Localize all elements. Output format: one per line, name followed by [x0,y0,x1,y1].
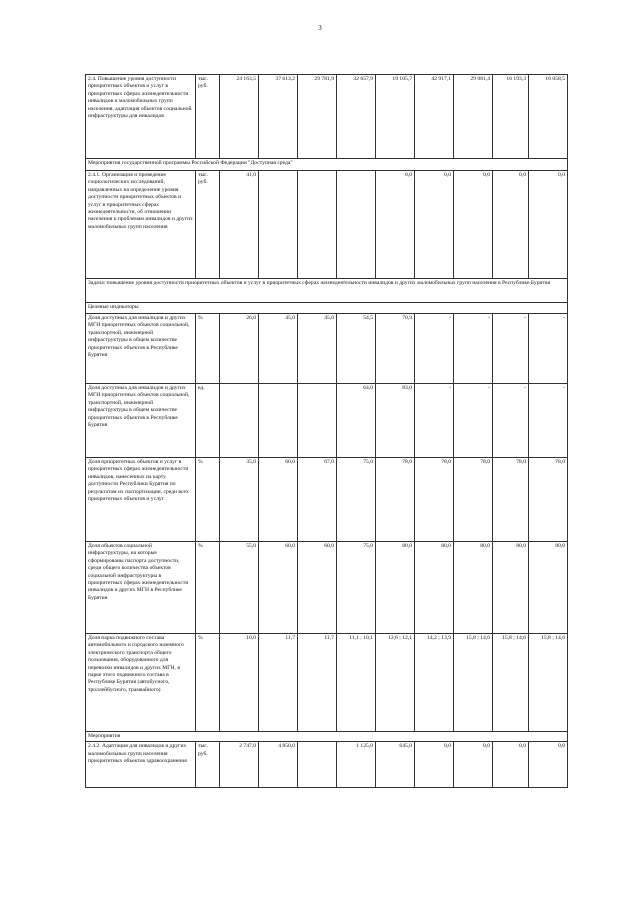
value-cell: 41,0 [220,171,259,279]
value-cell: 11,1 ; 10,1 [337,634,376,732]
value-cell: - [529,384,568,458]
value-cell: - [454,384,493,458]
value-cell [298,384,337,458]
value-cell: 45,0 [298,314,337,384]
value-cell: 15,8 ; 14,6 [529,634,568,732]
table-row [86,314,568,384]
value-cell: 37 613,2 [259,75,298,159]
value-cell: 54,5 [337,314,376,384]
value-cell: 78,0 [415,458,454,542]
value-cell: 19 105,7 [376,75,415,159]
section-row [86,303,568,314]
value-cell: 0,0 [529,742,568,788]
unit-cell: % [196,314,220,384]
unit-cell: % [196,458,220,542]
value-cell: 4 850,0 [259,742,298,788]
value-cell [337,171,376,279]
row-name-cell: 2.4.1. Организация и проведение социологических исследований, направленных на определение уровня доступности приоритетных объектов и услуг в приоритетных сферах жизнедеятельности, об отношении населения к проблемам инвалидов и других маломобильных групп населения [86,171,196,279]
table-row [86,458,568,542]
value-cell: 70,9 [376,314,415,384]
row-name-cell: Доля объектов социальной инфраструктуры, на которые сформированы паспорта доступности, среди общего количества объектов социальной инфраструктуры в приоритетных сферах жизнедеятельности инвалидов и других МГН в Республике Бурятия [86,542,196,634]
value-cell: 11,7 [298,634,337,732]
section-heading: Целевые индикаторы [86,303,568,314]
value-cell: 42 917,1 [415,75,454,159]
value-cell: 29 081,4 [454,75,493,159]
value-cell: 15,8 ; 14,6 [454,634,493,732]
section-row [86,159,568,171]
value-cell: 12,6 ; 12,1 [376,634,415,732]
value-cell: 29 781,9 [298,75,337,159]
section-heading: Мероприятия государственной программы Российской Федерации "Доступная среда" [86,159,568,171]
value-cell: 1 125,0 [337,742,376,788]
value-cell: 45,0 [259,314,298,384]
value-cell: 78,0 [493,458,529,542]
value-cell: 32 657,9 [337,75,376,159]
value-cell: - [415,314,454,384]
row-name-cell: Доля доступных для инвалидов и других МГН приоритетных объектов социальной, транспортной, инженерной инфраструктуры в общем количестве приоритетных объектов в Республике Бурятия [86,314,196,384]
unit-cell: тыс. руб. [196,171,220,279]
unit-cell: % [196,634,220,732]
row-name-cell: 2.4.2. Адаптация для инвалидов и других маломобильных групп населения приоритетных объектов здравоохранения [86,742,196,788]
value-cell: 0,0 [454,171,493,279]
value-cell: 67,0 [298,458,337,542]
value-cell: - [493,384,529,458]
value-cell: 10,0 [220,634,259,732]
value-cell: 0,0 [493,742,529,788]
value-cell: 11,7 [259,634,298,732]
value-cell: - [529,314,568,384]
value-cell: 78,0 [376,458,415,542]
value-cell: 14,2 ; 13,9 [415,634,454,732]
value-cell: 26,0 [220,314,259,384]
table-row [86,634,568,732]
value-cell: 64,0 [337,384,376,458]
value-cell: 0,0 [415,742,454,788]
table-row [86,742,568,788]
section-heading: Мероприятия [86,732,568,742]
value-cell: 78,0 [454,458,493,542]
value-cell: 80,0 [454,542,493,634]
value-cell: 80,0 [529,542,568,634]
value-cell: 24 163,5 [220,75,259,159]
section-row [86,279,568,303]
value-cell: 60,0 [259,542,298,634]
table-row [86,384,568,458]
value-cell: 0,0 [376,171,415,279]
value-cell: 80,0 [493,542,529,634]
value-cell: 15,8 ; 14,6 [493,634,529,732]
row-name-cell: Доля доступных для инвалидов и других МГН приоритетных объектов социальной, транспортной, инженерной инфраструктуры в общем количестве приоритетных объектов в Республике Бурятия [86,384,196,458]
value-cell: 78,0 [529,458,568,542]
table-row [86,171,568,279]
indicators-table [85,74,568,788]
value-cell [259,384,298,458]
unit-cell: % [196,542,220,634]
value-cell [220,384,259,458]
row-name-cell: Доля парка подвижного состава автомобильного и городского наземного электрического транспорта общего пользования, оборудованного для перевозки инвалидов и других МГН, в парке этого подвижного состава в Республике Бурятия (автобусного, троллейбусного, трамвайного) [86,634,196,732]
row-name-cell: Доля приоритетных объектов и услуг в приоритетных сферах жизнедеятельности инвалидов, нанесенных на карту доступности Республики Бурятия по результатам их паспортизации, среди всех приоритетных объектов и услуг [86,458,196,542]
value-cell: - [493,314,529,384]
row-name-cell: 2.4. Повышение уровня доступности приоритетных объектов и услуг в приоритетных сферах жизнедеятельности инвалидов и маломобильных групп населения, адаптация объектов социальной инфраструктуры для инвалидов [86,75,196,159]
value-cell: 60,0 [298,542,337,634]
value-cell: 16 058,5 [529,75,568,159]
value-cell: 0,0 [529,171,568,279]
value-cell: 35,0 [220,458,259,542]
value-cell: 83,0 [376,384,415,458]
value-cell: - [454,314,493,384]
page-number: 3 [318,24,322,32]
section-heading: Задача: повышение уровня доступности приоритетных объектов и услуг в приоритетных сферах жизнедеятельности инвалидов и других маломобильных групп населения в Республике Бурятия [86,279,568,303]
value-cell: - [415,384,454,458]
section-row [86,732,568,742]
value-cell: 0,0 [454,742,493,788]
value-cell: 60,0 [259,458,298,542]
unit-cell: тыс. руб. [196,742,220,788]
table-row [86,75,568,159]
value-cell: 0,0 [493,171,529,279]
value-cell: 55,0 [220,542,259,634]
value-cell: 0,0 [415,171,454,279]
value-cell: 645,0 [376,742,415,788]
value-cell [298,171,337,279]
table-row [86,542,568,634]
value-cell: 2 747,0 [220,742,259,788]
table-body [86,75,568,788]
value-cell: 80,0 [415,542,454,634]
value-cell [259,171,298,279]
unit-cell: ед. [196,384,220,458]
value-cell: 80,0 [376,542,415,634]
unit-cell: тыс. руб. [196,75,220,159]
value-cell: 75,0 [337,542,376,634]
value-cell [298,742,337,788]
value-cell: 75,0 [337,458,376,542]
value-cell: 16 193,3 [493,75,529,159]
